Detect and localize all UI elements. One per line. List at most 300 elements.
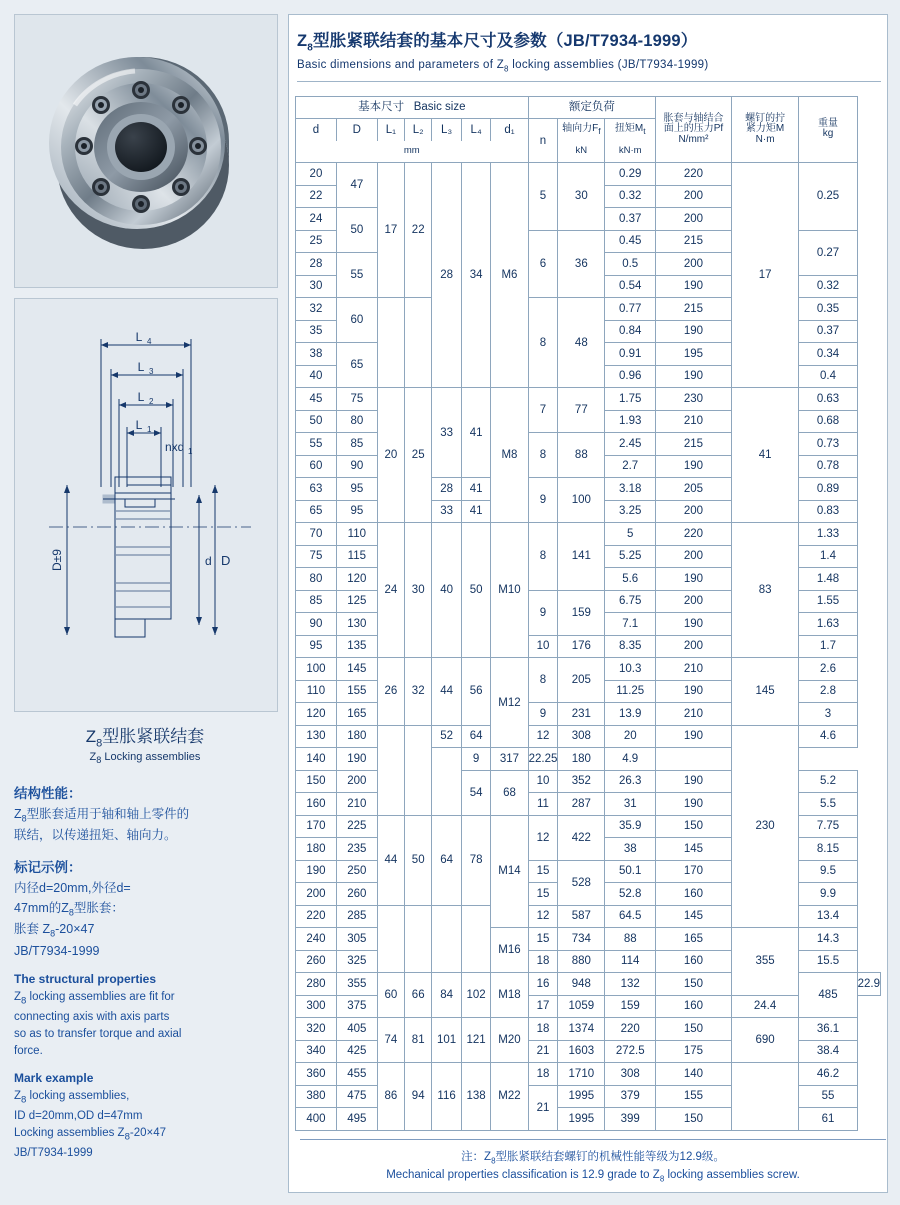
cell-d: 20	[296, 163, 337, 186]
cell-n: 18	[528, 950, 558, 973]
cell-L3: 64	[432, 815, 462, 905]
cell-Pf: 190	[656, 568, 732, 591]
cell-d1: M12	[491, 658, 528, 748]
cell-L3: 84	[432, 973, 462, 1018]
cell-kg: 0.89	[799, 478, 857, 501]
cell-Pf: 175	[656, 1040, 732, 1063]
mark-example-line3-cn: 胀套 $Z_8-20\times 47$	[14, 922, 95, 939]
cell-d: 300	[296, 995, 337, 1018]
cell-Mt: 2.45	[605, 433, 656, 456]
cell-D: 180	[336, 725, 377, 748]
header-col-L3: L₃	[432, 119, 462, 141]
cell-n: 12	[528, 815, 558, 860]
cell-D: 95	[336, 500, 377, 523]
cell-n: 18	[528, 1063, 558, 1086]
title-block	[289, 15, 887, 88]
cell-Pf: 160	[656, 950, 732, 973]
cell-L1: 24	[377, 523, 404, 658]
cell-Pf: 190	[656, 793, 732, 816]
cell-d: 100	[296, 658, 337, 681]
cell-Ff: 176	[558, 635, 605, 658]
cell-Pf: 160	[656, 883, 732, 906]
mark-example-line4-en: JB/T7934-1999	[14, 1146, 93, 1159]
cell-Ff: 1995	[558, 1108, 605, 1131]
cell-D: 375	[336, 995, 377, 1018]
cell-d: 90	[296, 613, 337, 636]
cell-D: 115	[336, 545, 377, 568]
cell-Ff: 141	[558, 523, 605, 591]
cell-L4: 68	[491, 770, 528, 815]
cell-L1: 26	[377, 658, 404, 726]
cell-Pf: 165	[656, 928, 732, 951]
cell-D: 90	[336, 455, 377, 478]
cell-L4: 64	[461, 725, 491, 748]
cell-Ms: 355	[731, 928, 799, 996]
diagram-caption-en: $Z_8$ Locking assemblies	[89, 751, 201, 766]
cell-Ms: 41	[731, 388, 799, 523]
cell-Ff: 205	[558, 658, 605, 703]
cell-Ms: 485	[799, 973, 857, 1018]
cell-Mt: 3.18	[605, 478, 656, 501]
cell-kg: 61	[799, 1108, 857, 1131]
cell-Pf: 190	[656, 680, 732, 703]
table-row	[296, 1063, 881, 1086]
cell-d: 65	[296, 500, 337, 523]
cell-kg: 0.4	[799, 365, 857, 388]
page-title-cn: $Z_8$型胀紧联结套的基本尺寸及参数（JB/T7934-1999）	[297, 32, 698, 54]
cell-L1: 60	[377, 973, 404, 1018]
cell-Ff: 1603	[558, 1040, 605, 1063]
svg-text:L: L	[137, 390, 145, 404]
cell-D: 250	[336, 860, 377, 883]
cell-d1-blank	[432, 748, 462, 816]
cell-Pf: 200	[656, 590, 732, 613]
cell-n: 21	[528, 1040, 558, 1063]
cell-Mt: 308	[605, 1063, 656, 1086]
cell-Mt: 38	[605, 838, 656, 861]
cell-Mt: 0.91	[605, 343, 656, 366]
cell-d: 400	[296, 1108, 337, 1131]
cell-Ff: 231	[558, 703, 605, 726]
cell-D: 495	[336, 1108, 377, 1131]
cell-L3: 33	[432, 500, 462, 523]
cell-Pf: 155	[656, 1085, 732, 1108]
cell-D: 225	[336, 815, 377, 838]
cell-Pf: 190	[656, 725, 732, 748]
cell-d: 280	[296, 973, 337, 996]
technical-drawing-image	[15, 299, 277, 711]
cell-d: 50	[296, 410, 337, 433]
cell-D: 455	[336, 1063, 377, 1086]
cell-d: 35	[296, 320, 337, 343]
cell-Pf: 190	[656, 365, 732, 388]
cell-L4: 102	[461, 973, 491, 1018]
cell-d1: M20	[491, 1018, 528, 1063]
cell-D: 475	[336, 1085, 377, 1108]
cell-n: 5	[528, 163, 558, 231]
cell-Mt: 5.25	[605, 545, 656, 568]
cell-n: 6	[528, 230, 558, 298]
header-weight: 重量 kg	[799, 96, 857, 163]
cell-L2-blank	[405, 905, 432, 973]
cell-kg: 1.4	[799, 545, 857, 568]
cell-d: 55	[296, 433, 337, 456]
structural-properties-line3-en: so as to transfer torque and axial	[14, 1027, 182, 1040]
cell-Ff: 948	[558, 973, 605, 996]
cell-n: 12	[528, 905, 558, 928]
cell-d: 45	[296, 388, 337, 411]
header-rated-load: 额定负荷	[528, 96, 656, 119]
cell-Mt: 3.25	[605, 500, 656, 523]
cell-d: 200	[296, 883, 337, 906]
cell-D: 405	[336, 1018, 377, 1041]
cell-Pf: 180	[558, 748, 605, 771]
cell-Pf: 150	[656, 1018, 732, 1041]
cell-d1: M8	[491, 388, 528, 523]
cell-kg: 14.3	[799, 928, 857, 951]
cell-n: 9	[461, 748, 491, 771]
cell-Ff: 36	[558, 230, 605, 298]
mark-example-line1-cn: 内径d=20mm,外径d=	[14, 881, 131, 896]
cell-L1-blank	[377, 298, 404, 388]
cell-Ms	[731, 1063, 799, 1131]
cell-L4: 78	[461, 815, 491, 905]
cell-D: 285	[336, 905, 377, 928]
table-body	[296, 163, 881, 1131]
cell-d: 180	[296, 838, 337, 861]
cell-d: 160	[296, 793, 337, 816]
cell-D: 130	[336, 613, 377, 636]
cell-Mt: 8.35	[605, 635, 656, 658]
header-col-n: n	[528, 119, 558, 163]
cell-Pf: 220	[656, 163, 732, 186]
svg-text:3: 3	[149, 367, 154, 376]
cell-Mt: 52.8	[605, 883, 656, 906]
cell-n: 15	[528, 883, 558, 906]
cell-D: 155	[336, 680, 377, 703]
cell-Mt: 50.1	[605, 860, 656, 883]
cell-Ff: 1995	[558, 1085, 605, 1108]
cell-n: 15	[528, 860, 558, 883]
cell-d: 240	[296, 928, 337, 951]
cell-kg: 0.34	[799, 343, 857, 366]
cell-kg: 3	[799, 703, 857, 726]
cell-n: 21	[528, 1085, 558, 1130]
svg-text:1: 1	[147, 425, 152, 434]
cell-d: 110	[296, 680, 337, 703]
cell-Ff: 287	[558, 793, 605, 816]
structural-properties-heading-cn: 结构性能：	[14, 785, 82, 801]
svg-text:D: D	[221, 553, 231, 568]
cell-Pf: 205	[656, 478, 732, 501]
cell-L2: 25	[405, 388, 432, 523]
cell-L4: 41	[461, 500, 491, 523]
product-photo-image	[15, 15, 277, 287]
structural-properties-line1-en: $Z_8$ locking assemblies are fit for	[14, 991, 175, 1007]
structural-properties-line2-cn: 联结，以传递扭矩、轴向力。	[14, 828, 177, 843]
cell-Mt: 20	[605, 725, 656, 748]
cell-Mt: 0.45	[605, 230, 656, 253]
cell-d: 38	[296, 343, 337, 366]
cell-Ff: 880	[558, 950, 605, 973]
cell-n: 16	[528, 973, 558, 996]
cell-kg: 15.5	[799, 950, 857, 973]
cell-Pf: 150	[656, 1108, 732, 1131]
cell-Mt: 26.3	[605, 770, 656, 793]
cell-Pf: 210	[656, 703, 732, 726]
cell-n: 18	[528, 1018, 558, 1041]
cell-Ms: 83	[731, 523, 799, 658]
cell-D: 55	[336, 253, 377, 298]
cell-kg: 7.75	[799, 815, 857, 838]
cell-d: 75	[296, 545, 337, 568]
cell-L3: 40	[432, 523, 462, 658]
cell-Mt: 159	[605, 995, 656, 1018]
cell-Mt: 6.75	[605, 590, 656, 613]
header-col-d: d	[296, 119, 337, 141]
cell-kg: 0.83	[799, 500, 857, 523]
cell-Mt: 0.29	[605, 163, 656, 186]
cell-kg: 9.9	[799, 883, 857, 906]
cell-d: 170	[296, 815, 337, 838]
cell-kg: 4.9	[605, 748, 656, 771]
svg-text:nxd: nxd	[165, 440, 185, 454]
cell-kg: 5.5	[799, 793, 857, 816]
cell-d: 25	[296, 230, 337, 253]
cell-L1-blank	[377, 905, 404, 973]
cell-Pf: 215	[656, 230, 732, 253]
cell-kg: 0.73	[799, 433, 857, 456]
cell-Ms: 690	[731, 1018, 799, 1063]
cell-Ff: 308	[558, 725, 605, 748]
table-row	[296, 163, 881, 186]
header-row-1	[296, 96, 881, 119]
cell-Mt: 88	[605, 928, 656, 951]
table-head	[296, 96, 881, 163]
cell-L3: 101	[432, 1018, 462, 1063]
table-row	[296, 725, 881, 748]
cell-n: 10	[528, 770, 558, 793]
header-screw-torque: 螺钉的拧 紧力矩M N·m	[731, 96, 799, 163]
cell-kg: 1.7	[799, 635, 857, 658]
description-block	[14, 782, 276, 1163]
cell-L3: 52	[432, 725, 462, 748]
svg-text:1: 1	[188, 447, 193, 456]
table-row	[296, 388, 881, 411]
cell-L1: 74	[377, 1018, 404, 1063]
cell-D: 110	[336, 523, 377, 546]
cell-d: 63	[296, 478, 337, 501]
header-col-L2: L₂	[405, 119, 432, 141]
cell-D: 60	[336, 298, 377, 343]
cell-n: 7	[528, 388, 558, 433]
cell-Mt: 0.32	[605, 185, 656, 208]
cell-Ff: 1710	[558, 1063, 605, 1086]
cell-D: 80	[336, 410, 377, 433]
cell-Ff: 422	[558, 815, 605, 860]
cell-D: 260	[336, 883, 377, 906]
cell-Mt: 0.77	[605, 298, 656, 321]
technical-drawing	[14, 298, 278, 712]
cell-n: 9	[528, 478, 558, 523]
cell-Pf: 190	[656, 455, 732, 478]
cell-L3: 44	[432, 658, 462, 726]
cell-L3: 28	[432, 478, 462, 501]
cell-kg: 2.6	[799, 658, 857, 681]
cell-kg: 5.2	[799, 770, 857, 793]
cell-D: 355	[336, 973, 377, 996]
cell-d: 220	[296, 905, 337, 928]
cell-D: 210	[336, 793, 377, 816]
cell-L2: 81	[405, 1018, 432, 1063]
cell-Pf: 170	[656, 860, 732, 883]
svg-text:4: 4	[147, 337, 152, 346]
cell-Mt: 220	[605, 1018, 656, 1041]
cell-d: 360	[296, 1063, 337, 1086]
cell-n: 17	[528, 995, 558, 1018]
header-unit-kN: kN	[558, 141, 605, 163]
cell-Pf: 210	[656, 658, 732, 681]
cell-L4: 138	[461, 1063, 491, 1131]
cell-kg: 0.35	[799, 298, 857, 321]
cell-L1: 86	[377, 1063, 404, 1131]
cell-D: 135	[336, 635, 377, 658]
cell-L2: 22	[405, 163, 432, 298]
cell-kg: 38.4	[799, 1040, 857, 1063]
cell-L3-blank	[432, 905, 462, 973]
cell-Ff: 528	[558, 860, 605, 905]
cell-Mt: 132	[605, 973, 656, 996]
title-divider	[297, 81, 881, 82]
cell-Mt: 5	[605, 523, 656, 546]
cell-Pf: 200	[656, 545, 732, 568]
cell-kg: 46.2	[799, 1063, 857, 1086]
cell-D: 95	[336, 478, 377, 501]
cell-Mt: 35.9	[605, 815, 656, 838]
header-col-torque: 扭矩$M_t$	[605, 119, 656, 141]
cell-Mt: 379	[605, 1085, 656, 1108]
cell-d: 260	[296, 950, 337, 973]
cell-Pf: 200	[656, 635, 732, 658]
cell-kg: 0.32	[799, 275, 857, 298]
cell-L3: 28	[432, 163, 462, 388]
cell-kg: 1.48	[799, 568, 857, 591]
cell-Pf: 190	[656, 320, 732, 343]
cell-d: 32	[296, 298, 337, 321]
cell-Ms: 145	[731, 658, 799, 726]
cell-L3: 116	[432, 1063, 462, 1131]
cell-Mt: 5.6	[605, 568, 656, 591]
cell-Mt: 0.84	[605, 320, 656, 343]
cell-d: 28	[296, 253, 337, 276]
cell-Pf: 200	[656, 208, 732, 231]
cell-kg: 22.9	[857, 973, 880, 996]
cell-Ff: 100	[558, 478, 605, 523]
cell-D: 50	[336, 208, 377, 253]
cell-Mt: 0.54	[605, 275, 656, 298]
table-row	[296, 523, 881, 546]
cell-kg: 0.63	[799, 388, 857, 411]
cell-n: 8	[528, 658, 558, 703]
cell-L4: 50	[461, 523, 491, 658]
cell-kg: 0.25	[799, 163, 857, 231]
main-panel	[288, 14, 888, 1193]
cell-d: 380	[296, 1085, 337, 1108]
cell-Pf: 200	[656, 253, 732, 276]
cell-Mt: 114	[605, 950, 656, 973]
svg-text:L: L	[135, 418, 143, 432]
cell-kg: 8.15	[799, 838, 857, 861]
cell-kg: 9.5	[799, 860, 857, 883]
cell-Pf: 190	[656, 613, 732, 636]
cell-kg: 0.37	[799, 320, 857, 343]
cell-d: 60	[296, 455, 337, 478]
header-col-L4: L₄	[461, 119, 491, 141]
cell-L4-blank	[461, 905, 491, 973]
cell-Pf: 150	[656, 815, 732, 838]
cell-d: 80	[296, 568, 337, 591]
cell-L1-blank	[377, 725, 404, 815]
cell-n: 9	[528, 703, 558, 726]
cell-d: 95	[296, 635, 337, 658]
note-text-cn: 注：$Z_8$型胀紧联结套螺钉的机械性能等级为12.9级。	[461, 1151, 725, 1166]
cell-n: 8	[528, 523, 558, 591]
cell-L4: 56	[461, 658, 491, 726]
cell-Mt: 22.25	[528, 748, 558, 771]
cell-D: 305	[336, 928, 377, 951]
cell-Ff: 587	[558, 905, 605, 928]
structural-properties-line4-en: force.	[14, 1045, 43, 1058]
cell-L1: 17	[377, 163, 404, 298]
svg-text:D±9: D±9	[50, 549, 64, 571]
cell-Mt: 11.25	[605, 680, 656, 703]
cell-Ff: 77	[558, 388, 605, 433]
header-col-axial-force: 轴向力$F_f$	[558, 119, 605, 141]
cell-D: 165	[336, 703, 377, 726]
cell-Pf: 215	[656, 433, 732, 456]
cell-Mt: 0.96	[605, 365, 656, 388]
mark-example-line2-en: ID d=20mm,OD d=47mm	[14, 1110, 143, 1123]
cell-n: 8	[528, 433, 558, 478]
cell-L4: 34	[461, 163, 491, 388]
cell-kg: 1.55	[799, 590, 857, 613]
svg-text:L: L	[137, 360, 145, 374]
structural-properties-line1-cn: $Z_8$型胀套适用于轴和轴上零件的	[14, 806, 190, 824]
cell-d: 130	[296, 725, 337, 748]
header-col-d1: d₁	[491, 119, 528, 141]
cell-kg: 2.8	[799, 680, 857, 703]
header-unit-kNm: kN·m	[605, 141, 656, 163]
cell-d: 120	[296, 703, 337, 726]
cell-Ff: 30	[558, 163, 605, 231]
cell-d1: M14	[491, 815, 528, 928]
note-text-en: Mechanical properties classification is 12.9 grade to $Z_8$ locking assemblies screw.	[386, 1168, 800, 1183]
product-photo	[14, 14, 278, 288]
cell-L4: 41	[461, 478, 491, 501]
cell-n: 8	[528, 298, 558, 388]
note-divider	[300, 1139, 886, 1140]
cell-L2: 94	[405, 1063, 432, 1131]
page-title-en: Basic dimensions and parameters of $Z_8$ locking assemblies (JB/T7934-1999)	[297, 59, 709, 74]
cell-kg: 36.1	[799, 1018, 857, 1041]
cell-Ms: 17	[731, 163, 799, 388]
cell-d1: M6	[491, 163, 528, 388]
cell-d: 70	[296, 523, 337, 546]
cell-Mt: 13.9	[605, 703, 656, 726]
svg-text:d: d	[205, 554, 212, 568]
cell-D: 125	[336, 590, 377, 613]
cell-D: 325	[336, 950, 377, 973]
